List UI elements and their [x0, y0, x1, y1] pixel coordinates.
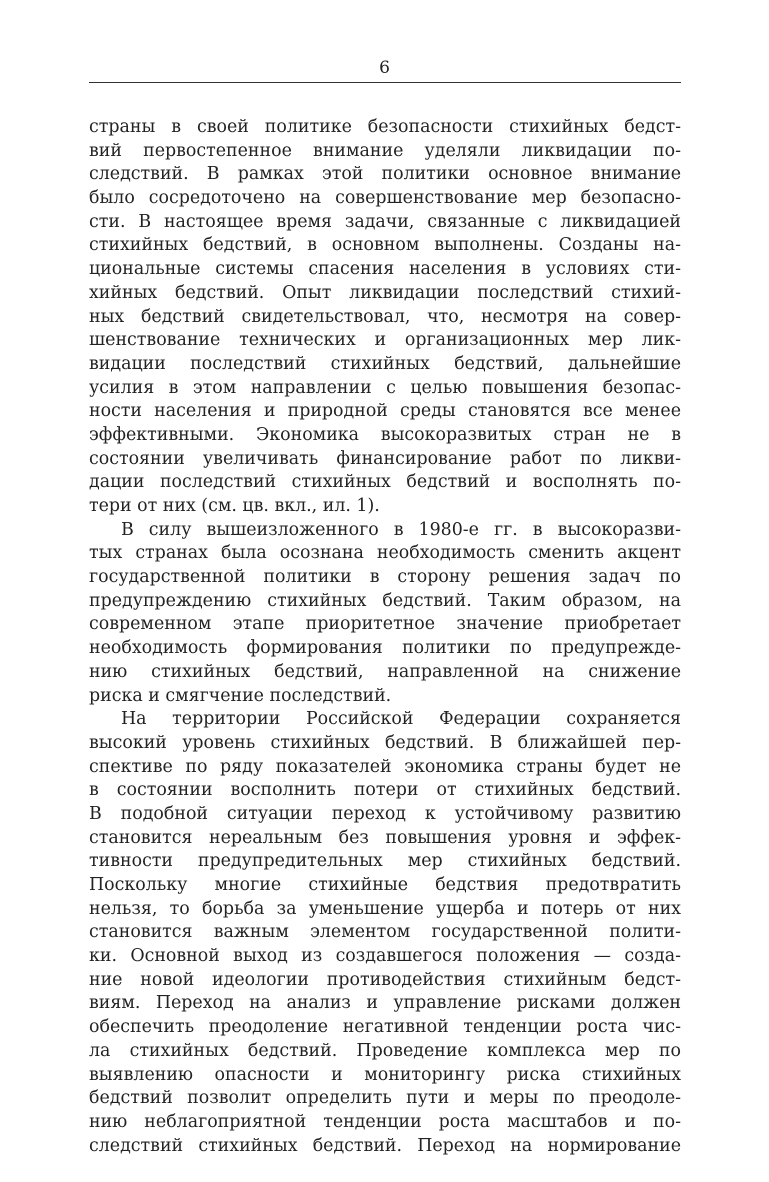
text-line: государственной политики в сторону решения задач по — [89, 567, 681, 588]
text-line: ние новой идеологии противодействия стихийным бедст- — [89, 969, 681, 990]
paragraph-2 — [89, 519, 681, 709]
text-line: современном этапе приоритетное значение приобретает — [89, 614, 681, 635]
text-line: нельзя, то борьба за уменьшение ущерба и потерь от них — [89, 898, 681, 919]
text-line: нию стихийных бедствий, направленной на снижение — [89, 661, 681, 682]
text-line: дации последствий стихийных бедствий и восполнять по- — [89, 472, 681, 493]
text-line: предупреждению стихийных бедствий. Таким образом, на — [89, 590, 681, 611]
text-line: высокий уровень стихийных бедствий. В ближайшей пер- — [89, 732, 681, 753]
text-line: нию неблагоприятной тенденции роста масштабов и по- — [89, 1111, 681, 1132]
text-line: вий первостепенное внимание уделяли ликвидации по- — [89, 140, 681, 161]
text-line: тивности предупредительных мер стихийных бедствий. — [89, 851, 681, 872]
text-line: страны в своей политике безопасности стихийных бедст- — [89, 117, 681, 137]
text-line: состоянии увеличивать финансирование работ по ликви- — [89, 448, 681, 469]
text-line: было сосредоточено на совершенствование мер безопасно- — [89, 188, 681, 209]
text-line: виям. Переход на анализ и управление рисками должен — [89, 993, 681, 1014]
text-line: ности населения и природной среды становятся все менее — [89, 401, 681, 422]
header-rule — [89, 82, 681, 83]
text-line: ных бедствий свидетельствовал, что, несмотря на совер- — [89, 306, 681, 327]
text-line: сти. В настоящее время задачи, связанные с ликвидацией — [89, 211, 681, 232]
text-line: шенствование технических и организационных мер лик- — [89, 330, 681, 351]
text-line: усилия в этом направлении с целью повышения безопас- — [89, 377, 681, 398]
text-line: становится важным элементом государственной полити- — [89, 922, 681, 943]
text-line: тых странах была осознана необходимость сменить акцент — [89, 543, 681, 564]
body-text — [89, 116, 681, 1158]
text-line: выявлению опасности и мониторингу риска стихийных — [89, 1064, 681, 1085]
text-line: В подобной ситуации переход к устойчивому развитию — [89, 803, 681, 824]
text-line: бедствий позволит определить пути и меры по преодоле- — [89, 1088, 681, 1109]
text-line: спективе по ряду показателей экономика страны будет не — [89, 756, 681, 777]
paragraph-3 — [89, 708, 681, 1158]
paragraph-1 — [89, 116, 681, 519]
page-number: 6 — [379, 58, 390, 78]
text-line: ла стихийных бедствий. Проведение комплекса мер по — [89, 1040, 681, 1061]
text-line: ки. Основной выход из создавшегося положения — созда- — [89, 946, 681, 967]
text-line: хийных бедствий. Опыт ликвидации последствий стихий- — [89, 282, 681, 303]
text-line: видации последствий стихийных бедствий, дальнейшие — [89, 353, 681, 374]
text-line: следствий стихийных бедствий. Переход на нормирование — [89, 1135, 681, 1156]
text-line: Поскольку многие стихийные бедствия предотвратить — [89, 875, 681, 895]
text-line: На территории Российской Федерации сохраняется — [121, 709, 681, 730]
text-line: становится нереальным без повышения уровня и эффек- — [89, 827, 681, 848]
text-line: обеспечить преодоление негативной тенденции роста чис- — [89, 1017, 681, 1038]
text-line: необходимость формирования политики по предупрежде- — [89, 638, 681, 659]
text-line: тери от них (см. цв. вкл., ил. 1). — [89, 496, 380, 516]
text-line: в состоянии восполнить потери от стихийных бедствий. — [89, 780, 681, 801]
text-line: следствий. В рамках этой политики основное внимание — [89, 164, 681, 185]
text-line: В силу вышеизложенного в 1980-е гг. в высокоразви- — [121, 519, 681, 540]
text-line: риска и смягчение последствий. — [89, 685, 392, 706]
text-line: эффективными. Экономика высокоразвитых стран не в — [89, 424, 681, 445]
text-line: стихийных бедствий, в основном выполнены. Созданы на- — [89, 235, 681, 256]
text-line: циональные системы спасения населения в условиях сти- — [89, 259, 681, 280]
